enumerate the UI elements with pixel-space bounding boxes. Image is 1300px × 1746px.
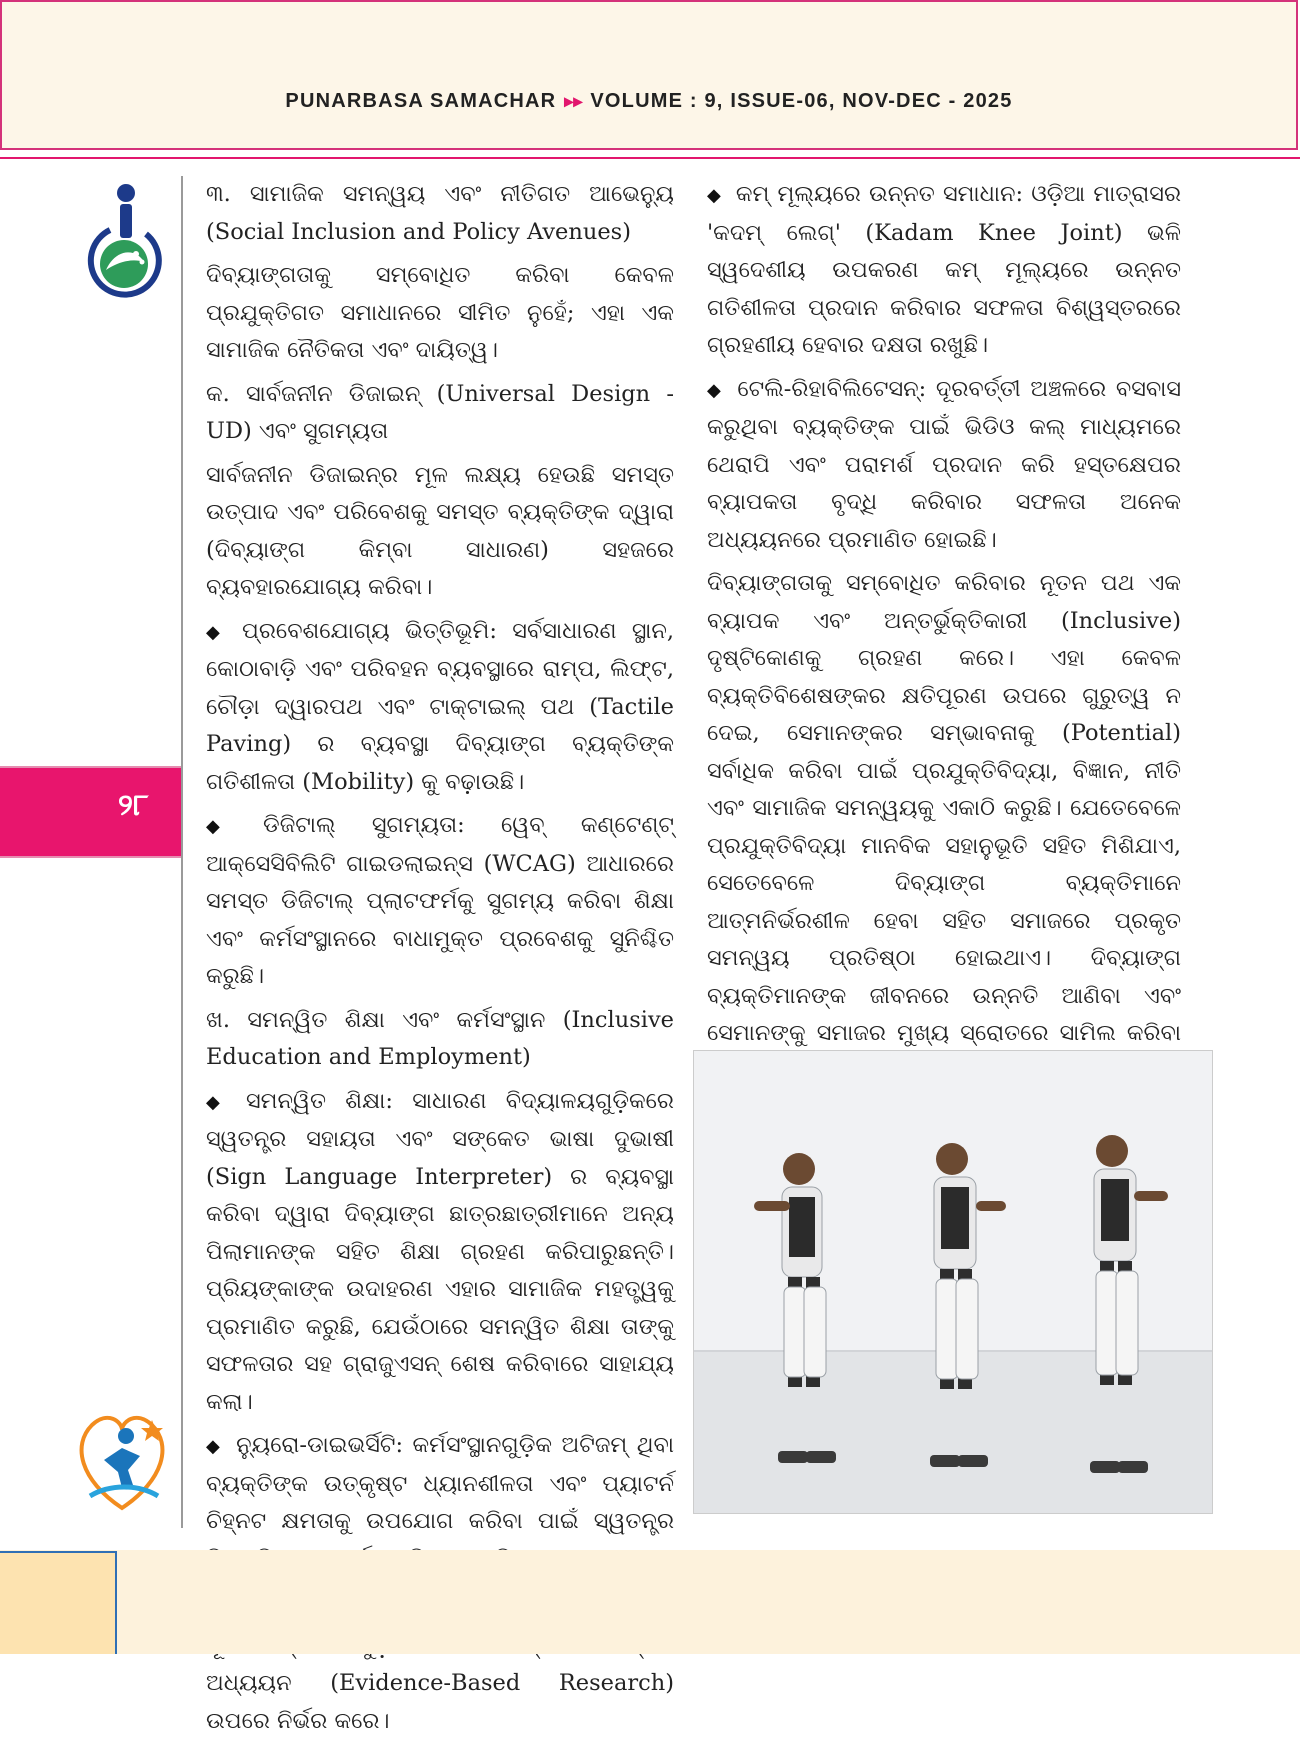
paragraph: ଦିବ୍ୟାଙ୍ଗତାକୁ ସମ୍ବୋଧିତ କରିବାର ନୂତନ ପଥ ଏକ ବ୍ୟାପକ ଏବଂ ଅନ୍ତର୍ଭୁକ୍ତିକାରୀ (Inclusive) ଦୃଷ୍ଟିକୋଣକୁ ଗ୍ରହଣ କରେ। ଏହା କେବଳ ବ୍ୟକ୍ତିବିଶେଷଙ୍କର କ୍ଷତିପୂରଣ ଉପରେ ଗୁରୁତ୍ୱ ନ ଦେଇ, ସେମାନଙ୍କର ସମ୍ଭାବନାକୁ (Potential) ସର୍ବାଧିକ କରିବା ପାଇଁ ପ୍ରଯୁକ୍ତିବିଦ୍ୟା, ବିଜ୍ଞାନ, ନୀତି ଏବଂ ସାମାଜିକ ସମନ୍ୱୟକୁ ଏକାଠି କରୁଛି। ଯେତେବେଳେ ପ୍ରଯୁକ୍ତିବିଦ୍ୟା ମାନବିକ ସହାନୁଭୂତି ସହିତ ମିଶିଯାଏ, ସେତେବେଳେ ଦିବ୍ୟାଙ୍ଗ ବ୍ୟକ୍ତିମାନେ ଆତ୍ମନିର୍ଭରଶୀଳ ହେବା ସହିତ ସମାଜରେ ପ୍ରକୃତ ସମନ୍ୱୟ ପ୍ରତିଷ୍ଠା ହୋଇଥାଏ। ଦିବ୍ୟାଙ୍ଗ ବ୍ୟକ୍ତିମାନଙ୍କ ଜୀବନରେ ଉନ୍ନତି ଆଣିବା ଏବଂ ସେମାନଙ୍କୁ ସମାଜର ମୁଖ୍ୟ ସ୍ରୋତରେ ସାମିଲ କରିବା <box>707 570 1181 1046</box>
paragraph: ଦିବ୍ୟାଙ୍ଗତାକୁ ସମ୍ବୋଧିତ କରିବା କେବଳ ପ୍ରଯୁକ୍ତିଗତ ସମାଧାନରେ ସୀମିତ ନୁହେଁ; ଏହା ଏକ ସାମାଜିକ ନୈତିକତା ଏବଂ ଦାୟିତ୍ୱ। <box>206 262 674 363</box>
page-number-tab <box>0 766 181 858</box>
subheading-inclusive-education: ଖ. ସମନ୍ୱିତ ଶିକ୍ଷା ଏବଂ କର୍ମସଂସ୍ଥାନ (Inclusive Education and Employment) <box>206 1006 674 1070</box>
section-heading-3: ୩. ସାମାଜିକ ସମନ୍ୱୟ ଏବଂ ନୀତିଗତ ଆଭେନ୍ୟୁ (Social Inclusion and Policy Avenues) <box>206 181 674 245</box>
paragraph: ସାର୍ବଜନୀନ ଡିଜାଇନ୍ର ମୂଳ ଲକ୍ଷ୍ୟ ହେଉଛି ସମସ୍ତ ଉତ୍ପାଦ ଏବଂ ପରିବେଶକୁ ସମସ୍ତ ବ୍ୟକ୍ତିଙ୍କ ଦ୍ୱାରା (ଦିବ୍ୟାଙ୍ଗ କିମ୍ବା ସାଧାରଣ) ସହଜରେ ବ୍ୟବହାରଯୋଗ୍ୟ କରିବା। <box>206 461 674 600</box>
bullet-item <box>206 1083 674 1422</box>
paragraph: ଅଧ୍ୟୟନ (Evidence-Based Research) ଉପରେ ନିର୍ଭର କରେ। <box>206 1670 674 1734</box>
organization-logo-icon <box>70 1400 175 1515</box>
margin-divider <box>181 176 183 1528</box>
bullet-item <box>707 371 1181 560</box>
bullet-diamond-icon: ◆ <box>206 1091 232 1113</box>
header-arrows-icon: ▸▸ <box>564 91 583 111</box>
accessibility-logo-icon <box>80 182 170 302</box>
bullet-diamond-icon: ◆ <box>206 1436 223 1457</box>
bullet-text: ଟେଲି-ରିହାବିଲିଟେସନ୍: ଦୂରବର୍ତ୍ତୀ ଅଞ୍ଚଳରେ ବସବାସ କରୁଥିବା ବ୍ୟକ୍ତିଙ୍କ ପାଇଁ ଭିଡିଓ କଲ୍ ମାଧ୍ୟମରେ ଥେରାପି ଏବଂ ପରାମର୍ଶ ପ୍ରଦାନ କରି ହସ୍ତକ୍ଷେପର ବ୍ୟାପକତା ବୃଦ୍ଧି କରିବାର ସଫଳତା ଅନେକ ଅଧ୍ୟୟନରେ ପ୍ରମାଣିତ ହୋଇଛି। <box>707 375 1182 553</box>
bullet-text: ନ୍ୟୁରୋ-ଡାଇଭର୍ସିଟି: କର୍ମସଂସ୍ଥାନଗୁଡ଼ିକ ଅଟିଜମ୍ ଥିବା ବ୍ୟକ୍ତିଙ୍କ ଉତ୍କୃଷ୍ଟ ଧ୍ୟାନଶୀଳତା ଏବଂ ପ୍ୟାଟର୍ନ ଚିହ୍ନଟ କ୍ଷମତାକୁ ଉପଯୋଗ କରିବା ପାଇଁ ସ୍ୱତନ୍ତ୍ର <box>206 1432 674 1534</box>
bullet-item <box>206 613 674 802</box>
bullet-text: ପ୍ରବେଶଯୋଗ୍ୟ ଭିତ୍ତିଭୂମି: ସର୍ବସାଧାରଣ ସ୍ଥାନ, କୋଠାବାଡ଼ି ଏବଂ ପରିବହନ ବ୍ୟବସ୍ଥାରେ ରାମ୍ପ, ଲିଫ୍ଟ, ଚୌଡ଼ା ଦ୍ୱାରପଥ ଏବଂ ଟାକ୍ଟାଇଲ୍ ପଥ (Tactile Paving) ର ବ୍ୟବସ୍ଥା ଦିବ୍ୟାଙ୍ଗ ବ୍ୟକ୍ତିଙ୍କ ଗତିଶୀଳତା (Mobility) କୁ ବଢ଼ାଉଛି। <box>206 617 674 795</box>
column-left <box>206 176 674 1746</box>
bullet-diamond-icon: ◆ <box>707 379 724 401</box>
magazine-name: PUNARBASA SAMACHAR <box>285 90 557 112</box>
header-banner <box>0 0 1298 150</box>
header-divider <box>0 157 1300 159</box>
bullet-diamond-icon: ◆ <box>206 816 250 837</box>
bullet-text: ଡିଜିଟାଲ୍ ସୁଗମ୍ୟତା: ୱେବ୍ କଣ୍ଟେଣ୍ଟ୍ ଆକ୍ସେସିବିଲିଟି ଗାଇଡଲାଇନ୍ସ (WCAG) ଆଧାରରେ ସମସ୍ତ ଡିଜିଟାଲ୍ ପ୍ଲାଟଫର୍ମକୁ ସୁଗମ୍ୟ କରିବା ଶିକ୍ଷା ଏବଂ କର୍ମସଂସ୍ଥାନରେ ବାଧାମୁକ୍ତ ପ୍ରବେଶକୁ ସୁନିଶ୍ଚିତ କରୁଛି। <box>206 812 675 989</box>
volume-info: VOLUME : 9, ISSUE-06, NOV-DEC - 2025 <box>590 90 1013 112</box>
bullet-diamond-icon: ◆ <box>206 621 229 643</box>
bullet-diamond-icon: ◆ <box>707 185 722 206</box>
footer-corner-box <box>0 1551 117 1654</box>
bullet-text: କମ୍ ମୂଲ୍ୟରେ ଉନ୍ନତ ସମାଧାନ: ଓଡ଼ିଆ ମାତ୍ରାସର 'କଦମ୍ ଲେଗ୍' (Kadam Knee Joint) ଭଳି ସ୍ୱଦେଶୀୟ ଉପକରଣ କମ୍ ମୂଲ୍ୟରେ ଉନ୍ନତ ଗତିଶୀଳତା ପ୍ରଦାନ କରିବାର ସଫଳତା ବିଶ୍ୱସ୍ତରରେ ଗ୍ରହଣୀୟ ହେବାର ଦକ୍ଷତା ରଖୁଛି। <box>707 181 1182 358</box>
header-title <box>2 90 1296 113</box>
footer-band <box>0 1550 1300 1654</box>
subheading-universal-design: କ. ସାର୍ବଜନୀନ ଡିଜାଇନ୍ (Universal Design - UD) ଏବଂ ସୁଗମ୍ୟତା <box>206 380 674 444</box>
bullet-text: ସମନ୍ୱିତ ଶିକ୍ଷା: ସାଧାରଣ ବିଦ୍ୟାଳୟଗୁଡ଼ିକରେ ସ୍ୱତନ୍ତ୍ର ସହାୟତା ଏବଂ ସଙ୍କେତ ଭାଷା ଦୁଭାଷୀ (Sign Language Interpreter) ର ବ୍ୟବସ୍ଥା କରିବା ଦ୍ୱାରା ଦିବ୍ୟାଙ୍ଗ ଛାତ୍ରଛାତ୍ରୀମାନେ ଅନ୍ୟ ପିଲାମାନଙ୍କ ସହିତ ଶିକ୍ଷା ଗ୍ରହଣ କରିପାରୁଛନ୍ତି। ପ୍ରିୟଙ୍କାଙ୍କ ଉଦାହରଣ ଏହାର ସାମାଜିକ ମହତ୍ତ୍ୱକୁ ପ୍ରମାଣିତ କରୁଛି, ଯେଉଁଠାରେ ସମନ୍ୱିତ ଶିକ୍ଷା ତାଙ୍କୁ ସଫଳତାର ସହ ଗ୍ରାଜୁଏସନ୍ ଶେଷ କରିବାରେ ସାହାଯ୍ୟ କଲା। <box>206 1087 674 1415</box>
exoskeleton-photo <box>693 1050 1213 1514</box>
bullet-item <box>206 807 674 996</box>
bullet-item <box>707 176 1181 365</box>
page-number: ୨୮ <box>118 788 149 823</box>
